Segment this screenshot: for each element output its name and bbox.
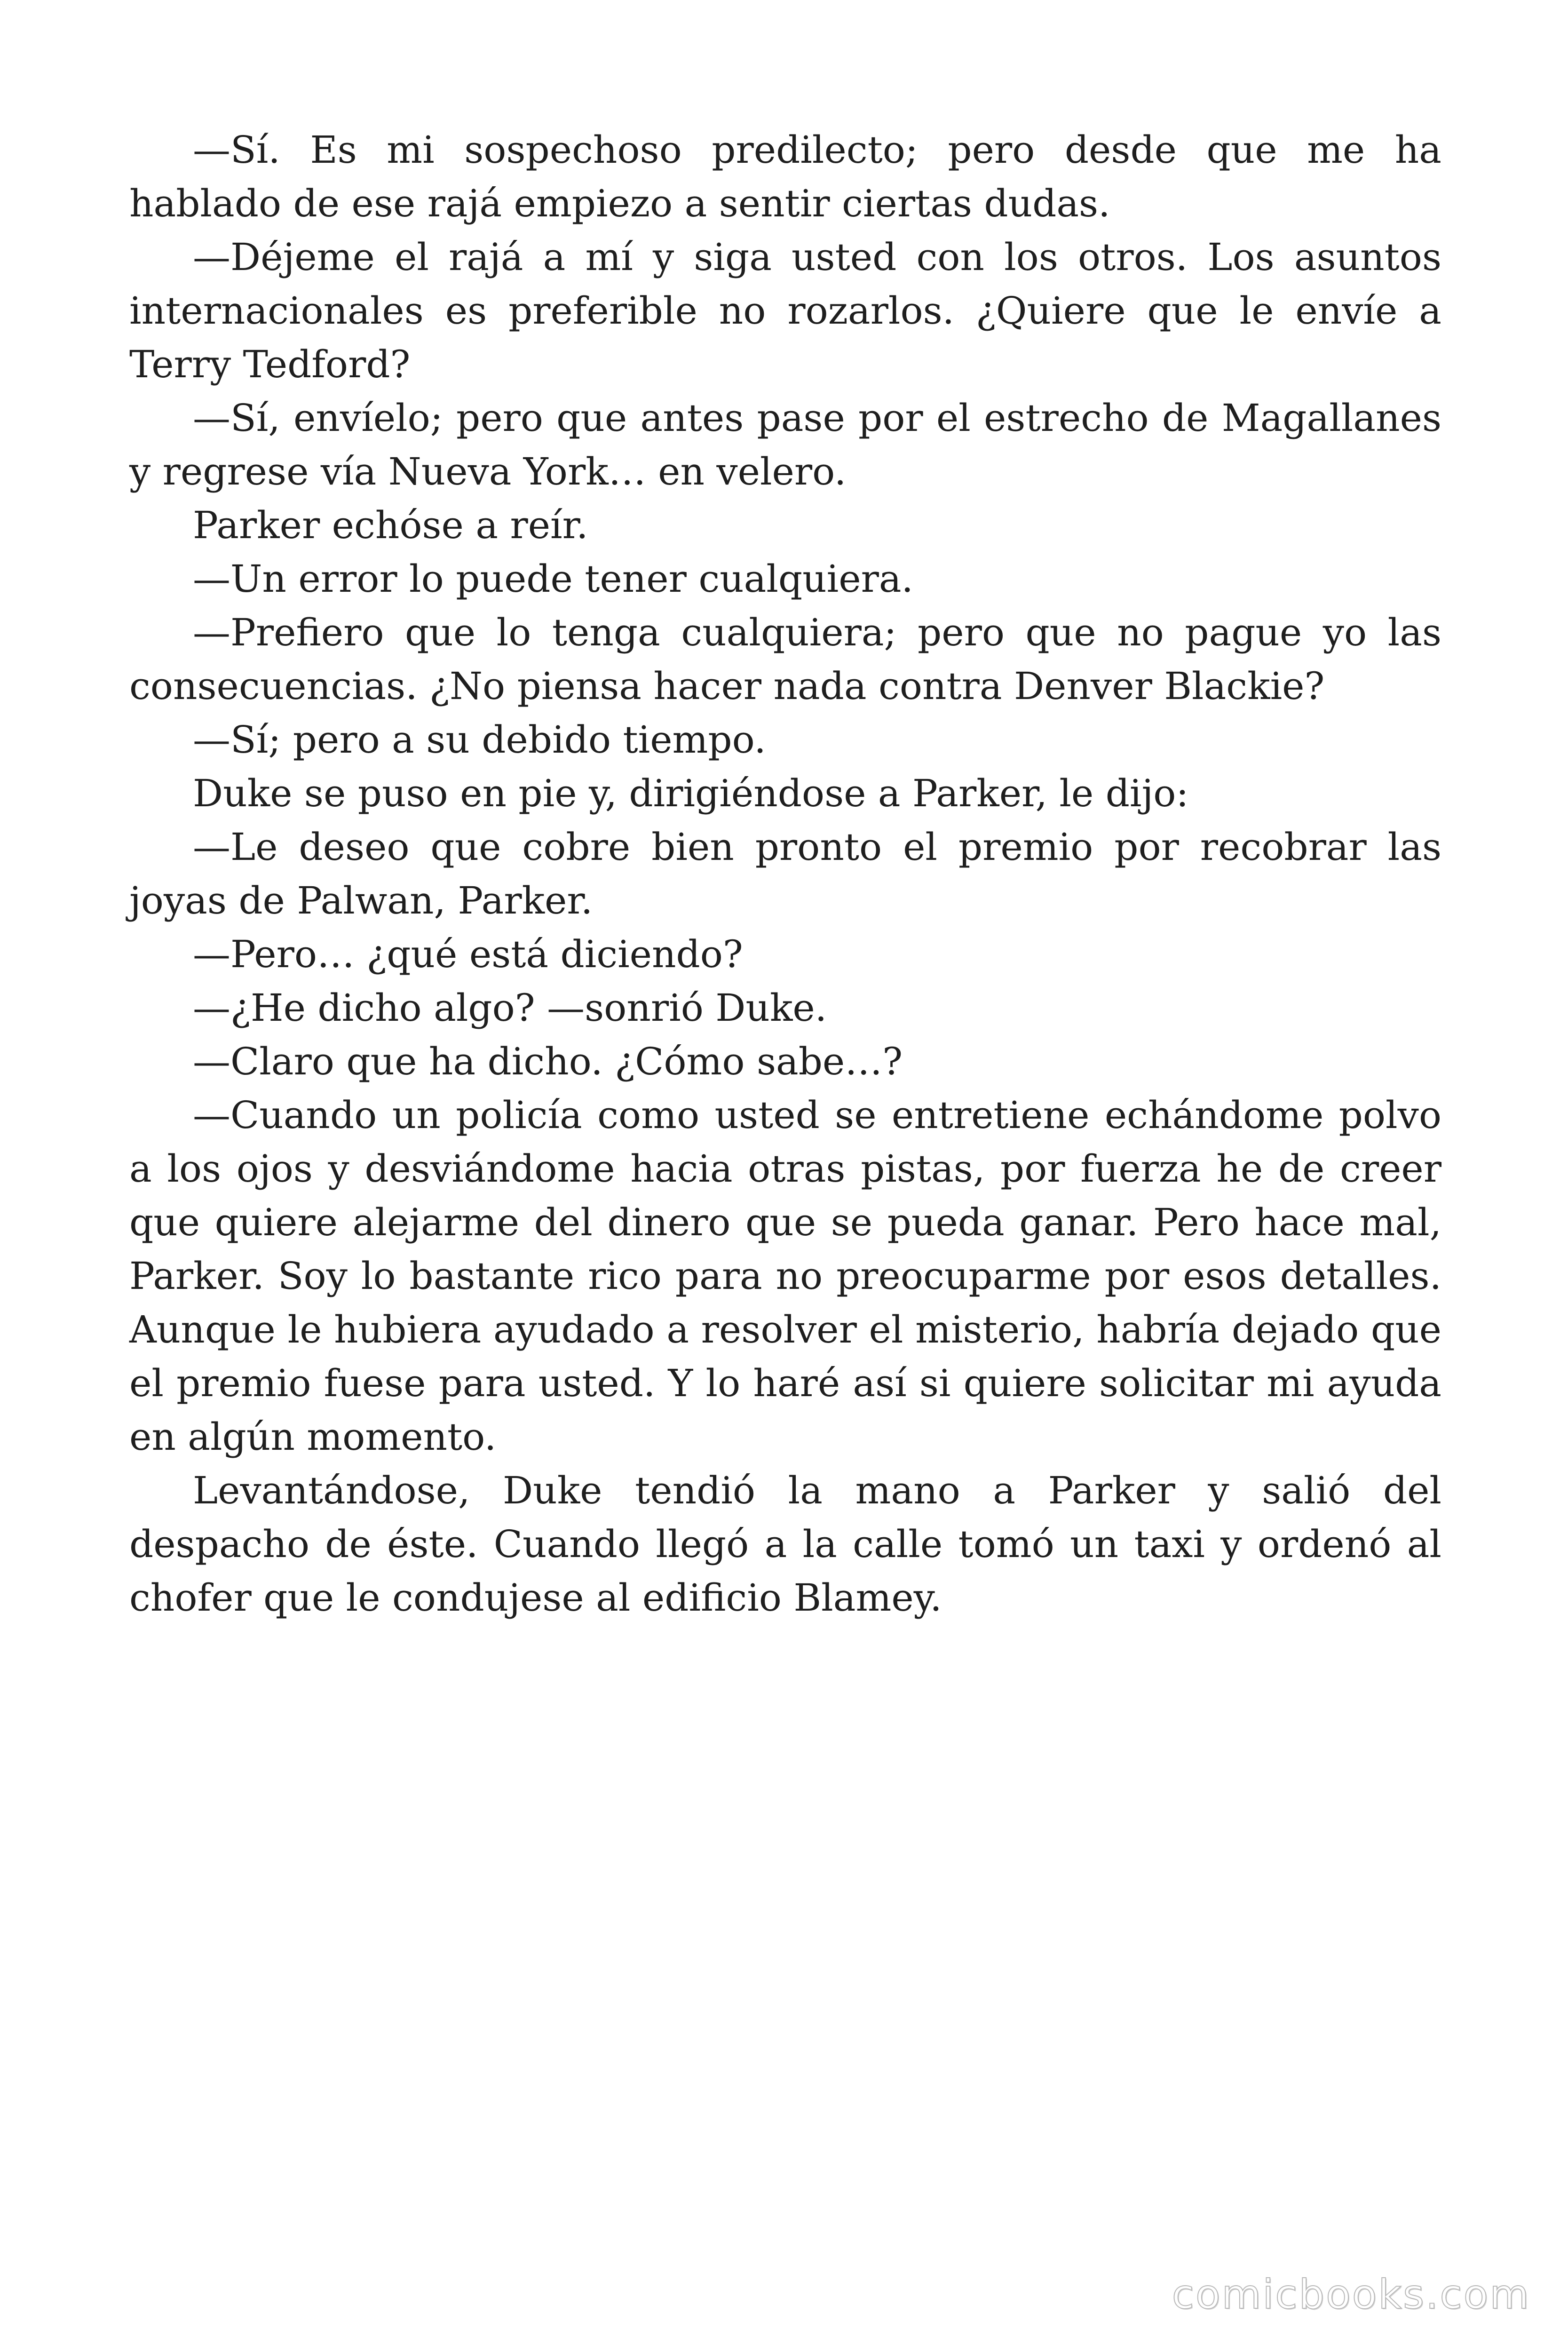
paragraph-10: —Pero… ¿qué está diciendo? [193, 932, 743, 976]
paragraph-11: —¿He dicho algo? —sonrió Duke. [193, 986, 827, 1030]
paragraph-5: —Un error lo puede tener cualquiera. [193, 557, 913, 601]
paragraph-1: —Sí. Es mi sospechoso predilecto; pero desde que me ha hablado de ese rajá empiezo a sentir ciertas dudas. [129, 128, 1441, 225]
paragraph-6: —Prefiero que lo tenga cualquiera; pero que no pague yo las consecuencias. ¿No piensa hacer nada contra Denver Blackie? [129, 611, 1441, 708]
paragraph-4: Parker echóse a reír. [193, 503, 588, 547]
page-body-text [129, 123, 1441, 1625]
watermark: comicbooks.com [1172, 2271, 1530, 2318]
paragraph-8: Duke se puso en pie y, dirigiéndose a Parker, le dijo: [193, 771, 1189, 815]
paragraph-7: —Sí; pero a su debido tiempo. [193, 718, 766, 762]
paragraph-14: Levantándose, Duke tendió la mano a Parker y salió del despacho de éste. Cuando llegó a la calle tomó un taxi y ordenó al chofer que le condujese al edificio Blamey. [129, 1469, 1441, 1620]
paragraph-13: —Cuando un policía como usted se entretiene echándome polvo a los ojos y desviándome hacia otras pistas, por fuerza he de creer que quiere alejarme del dinero que se pueda ganar. Pero hace mal, Parker. Soy lo bastante rico para no preocuparme por esos detalles. Aunque le hubiera ayudado a resolver el misterio, habría dejado que el premio fuese para usted. Y lo haré así si quiere solicitar mi ayuda en algún momento. [129, 1093, 1441, 1459]
paragraph-9: —Le deseo que cobre bien pronto el premio por recobrar las joyas de Palwan, Parker. [129, 825, 1441, 922]
paragraph-2: —Déjeme el rajá a mí y siga usted con los otros. Los asuntos internacionales es preferible no rozarlos. ¿Quiere que le envíe a Terry Tedford? [129, 235, 1441, 386]
paragraph-3: —Sí, envíelo; pero que antes pase por el estrecho de Magallanes y regrese vía Nueva York… en velero. [129, 396, 1441, 493]
paragraph-12: —Claro que ha dicho. ¿Cómo sabe…? [193, 1040, 903, 1083]
